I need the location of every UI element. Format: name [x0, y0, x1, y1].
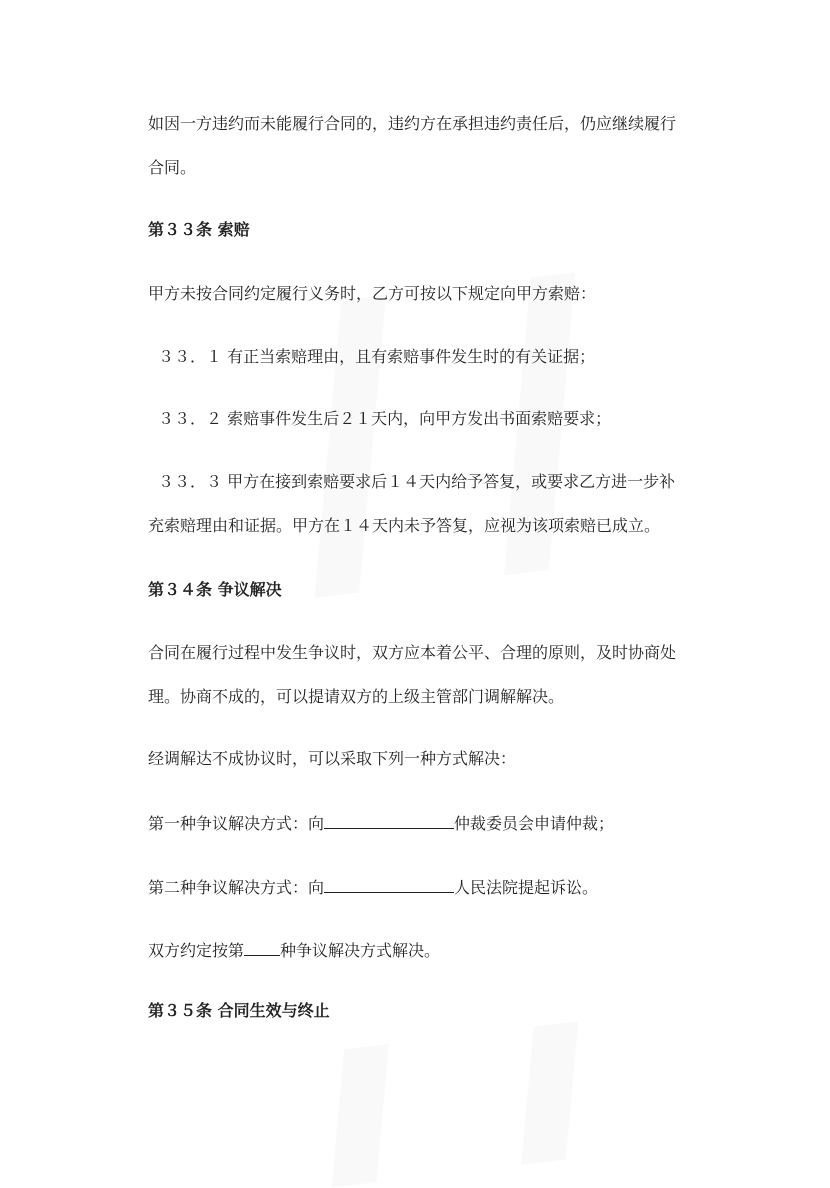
- paragraph-mediation: 经调解达不成协议时，可以采取下列一种方式解决：: [148, 749, 517, 768]
- paragraph-dispute-line-1: 合同在履行过程中发生争议时，双方应本着公平、合理的原则，及时协商处: [148, 643, 677, 662]
- claim-item-33-3-line-2: 充索赔理由和证据。甲方在１４天内未予答复，应视为该项索赔已成立。: [148, 516, 661, 535]
- article-34-heading: 第３４条 争议解决: [148, 580, 282, 599]
- claim-item-33-3-line-1: ３３．３ 甲方在接到索赔要求后１４天内给予答复，或要求乙方进一步补: [158, 472, 676, 491]
- agreed-option-blank[interactable]: [244, 939, 280, 956]
- dispute-option-1: [148, 812, 614, 834]
- article-33-heading: 第３３条 索赔: [148, 220, 250, 239]
- agreed-option-prefix: 双方约定按第: [148, 941, 245, 960]
- court-blank[interactable]: [324, 876, 454, 893]
- watermark-logo-bottom: [340, 1035, 570, 1174]
- claim-item-33-2: ３３．２ 索赔事件发生后２１天内，向甲方发出书面索赔要求；: [158, 409, 612, 428]
- watermark-logo: [330, 285, 560, 585]
- watermark-shape: [315, 272, 576, 598]
- paragraph-breach-line-2: 合同。: [148, 158, 197, 177]
- paragraph-claim-intro: 甲方未按合同约定履行义务时，乙方可按以下规定向甲方索赔：: [148, 284, 597, 303]
- dispute-option-2-prefix: 第二种争议解决方式：向: [148, 878, 325, 897]
- dispute-option-1-prefix: 第一种争议解决方式：向: [148, 814, 325, 833]
- claim-item-33-1: ３３．１ 有正当索赔理由，且有索赔事件发生时的有关证据；: [158, 347, 596, 366]
- dispute-option-2-suffix: 人民法院提起诉讼。: [454, 878, 599, 897]
- arbitration-blank[interactable]: [324, 812, 454, 829]
- dispute-option-2: [148, 876, 598, 898]
- paragraph-dispute-line-2: 理。协商不成的，可以提请双方的上级主管部门调解解决。: [148, 687, 565, 706]
- paragraph-breach-line-1: 如因一方违约而未能履行合同的，违约方在承担违约责任后，仍应继续履行: [148, 114, 677, 133]
- agreed-option-line: [148, 939, 440, 961]
- article-35-heading: 第３５条 合同生效与终止: [148, 1001, 330, 1020]
- agreed-option-suffix: 种争议解决方式解决。: [280, 941, 441, 960]
- watermark-shape-bottom: [332, 1022, 579, 1188]
- dispute-option-1-suffix: 仲裁委员会申请仲裁；: [454, 814, 615, 833]
